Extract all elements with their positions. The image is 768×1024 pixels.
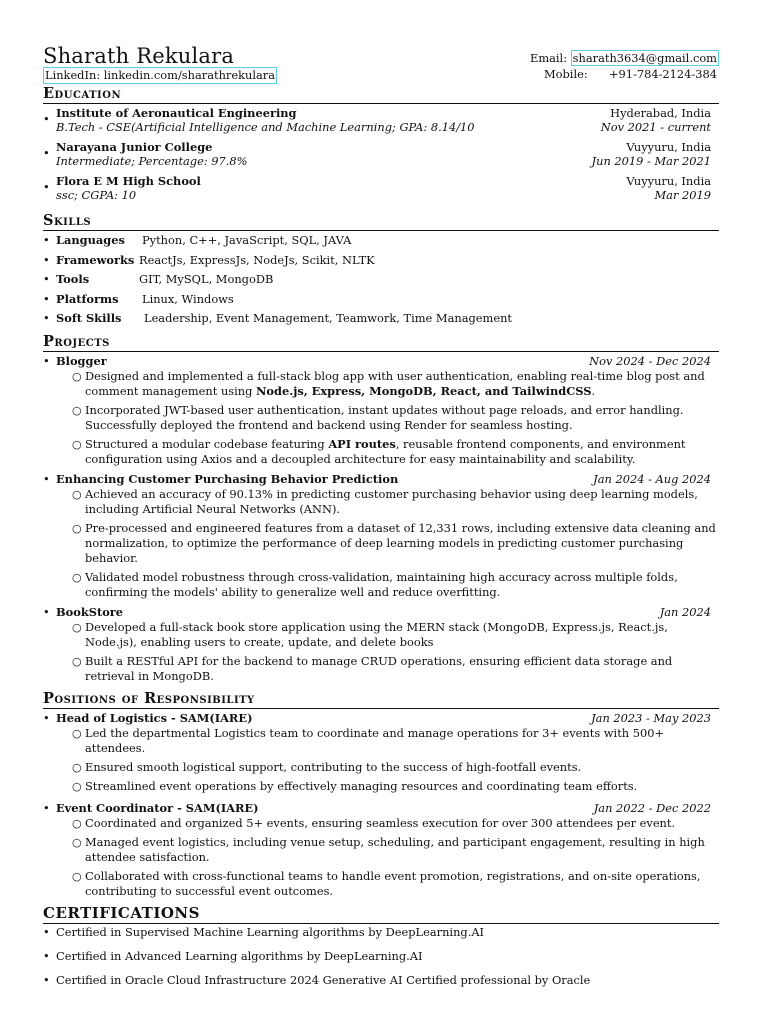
- certification-text: Certified in Oracle Cloud Infrastructure 2024 Generative AI Certified professional by Oracle: [56, 972, 591, 987]
- bullet-icon: •: [43, 180, 50, 194]
- bullet-icon: •: [43, 800, 50, 815]
- skill-row: [43, 231, 719, 251]
- circle-bullet-icon: ○: [72, 654, 82, 668]
- item-point: [56, 487, 719, 517]
- section-heading-projects: Projects: [43, 333, 719, 352]
- point-text: Managed event logistics, including venue setup, scheduling, and participant engagement, resulting in high attendee satisfaction.: [85, 834, 705, 864]
- project-item: [43, 604, 719, 684]
- skills-section: [43, 212, 719, 329]
- item-point: [56, 779, 719, 794]
- item-title: Enhancing Customer Purchasing Behavior Prediction: [56, 471, 399, 486]
- point-text: Designed and implemented a full-stack blog app with user authentication, enabling real-time blog post and comment management using: [85, 368, 705, 398]
- circle-bullet-icon: ○: [72, 437, 82, 451]
- education-dates: Mar 2019: [654, 188, 711, 202]
- circle-bullet-icon: ○: [72, 570, 82, 584]
- bullet-icon: •: [43, 272, 50, 287]
- project-item: [43, 471, 719, 600]
- point-text-tail: , reusable frontend components, and environment configuration using Axios and a decoupled architecture for easy maintainability and scalability.: [85, 436, 686, 466]
- bullet-icon: •: [43, 948, 50, 963]
- skill-row: [43, 290, 719, 310]
- certifications-section: [43, 905, 719, 988]
- point-text: Streamlined event operations by effectively managing resources and coordinating team efforts.: [85, 778, 638, 793]
- skill-category: Platforms: [56, 291, 119, 306]
- item-header: [43, 471, 719, 487]
- positions-section: [43, 690, 719, 899]
- circle-bullet-icon: ○: [72, 620, 82, 634]
- circle-bullet-icon: ○: [72, 816, 82, 830]
- circle-bullet-icon: ○: [72, 779, 82, 793]
- mobile-label: Mobile:: [544, 67, 588, 81]
- item-point: [56, 437, 719, 467]
- skill-row: [43, 309, 719, 329]
- point-bold-text: API routes: [328, 436, 396, 451]
- item-header: [43, 604, 719, 620]
- item-point: [56, 869, 719, 899]
- skills-list: [43, 231, 719, 329]
- point-text: Collaborated with cross-functional teams to handle event promotion, registrations, and on-site operations, contributing to successful event outcomes.: [85, 868, 701, 898]
- point-text: Pre-processed and engineered features from a dataset of 12,331 rows, including extensive data cleaning and normalization, to optimize the performance of deep learning models in predicting customer purchasing behavior.: [85, 520, 716, 565]
- degree-detail: B.Tech - CSE(Artificial Intelligence and Machine Learning; GPA: 8.14/10: [56, 120, 475, 134]
- school-name: Institute of Aeronautical Engineering: [56, 106, 297, 120]
- school-location: Vuyyuru, India: [626, 174, 711, 188]
- bullet-icon: •: [43, 146, 50, 160]
- skill-values: Leadership, Event Management, Teamwork, Time Management: [144, 311, 512, 326]
- circle-bullet-icon: ○: [72, 760, 82, 774]
- circle-bullet-icon: ○: [72, 403, 82, 417]
- circle-bullet-icon: ○: [72, 835, 82, 849]
- item-dates: Jan 2024 - Aug 2024: [593, 471, 711, 486]
- education-dates: Jun 2019 - Mar 2021: [591, 154, 711, 168]
- item-point: [56, 369, 719, 399]
- point-text-tail: .: [591, 383, 596, 398]
- certification-item: [43, 925, 719, 940]
- skill-category: Languages: [56, 233, 125, 247]
- certifications-list: [43, 925, 719, 988]
- circle-bullet-icon: ○: [72, 487, 82, 501]
- section-heading-skills: Skills: [43, 212, 719, 231]
- point-text: Developed a full-stack book store application using the MERN stack (MongoDB, Express.js, React.js, Node.js), enabling users to create, update, and delete books: [85, 619, 668, 649]
- circle-bullet-icon: ○: [72, 869, 82, 883]
- skill-values: GIT, MySQL, MongoDB: [139, 272, 274, 287]
- item-dates: Jan 2022 - Dec 2022: [593, 800, 711, 815]
- position-item: [43, 800, 719, 899]
- bullet-icon: •: [43, 353, 50, 368]
- email-label: Email:: [530, 51, 568, 65]
- email-link[interactable]: sharath3634@gmail.com: [572, 51, 717, 65]
- resume-header: [43, 44, 719, 84]
- item-point: [56, 835, 719, 865]
- email-row: [530, 50, 719, 66]
- bullet-icon: •: [43, 972, 50, 987]
- candidate-name: Sharath Rekulara: [43, 44, 235, 68]
- linkedin-link[interactable]: LinkedIn: linkedin.com/sharathrekulara: [45, 68, 276, 82]
- positions-list: [43, 710, 719, 899]
- skill-values: Linux, Windows: [142, 291, 234, 306]
- education-dates: Nov 2021 - current: [600, 120, 711, 134]
- bullet-icon: •: [43, 710, 50, 725]
- point-text: Built a RESTful API for the backend to manage CRUD operations, ensuring efficient data storage and retrieval in MongoDB.: [85, 653, 673, 683]
- item-title: Event Coordinator - SAM(IARE): [56, 800, 259, 815]
- mobile-row: [544, 66, 717, 82]
- school-location: Hyderabad, India: [610, 106, 711, 120]
- skill-category: Soft Skills: [56, 311, 122, 326]
- circle-bullet-icon: ○: [72, 726, 82, 740]
- bullet-icon: •: [43, 291, 50, 306]
- item-point: [56, 726, 719, 756]
- section-heading-certifications: CERTIFICATIONS: [43, 905, 719, 924]
- skill-values: Python, C++, JavaScript, SQL, JAVA: [142, 233, 352, 247]
- education-left: [56, 174, 201, 202]
- item-title: Blogger: [56, 353, 107, 368]
- resume-page: [43, 44, 719, 997]
- point-text: Ensured smooth logistical support, contributing to the success of high-footfall events.: [85, 759, 582, 774]
- mobile-number: +91-784-2124-384: [608, 67, 717, 81]
- skill-category: Frameworks: [56, 252, 135, 267]
- point-text: Coordinated and organized 5+ events, ensuring seamless execution for over 300 attendees per event.: [85, 815, 676, 830]
- degree-detail: ssc; CGPA: 10: [56, 188, 137, 202]
- position-item: [43, 710, 719, 794]
- school-location: Vuyyuru, India: [626, 140, 711, 154]
- point-bold-text: Node.js, Express, MongoDB, React, and TailwindCSS: [256, 383, 592, 398]
- certification-item: [43, 973, 719, 988]
- bullet-icon: •: [43, 233, 50, 247]
- education-left: [56, 106, 475, 134]
- point-text: Incorporated JWT-based user authentication, instant updates without page reloads, and error handling. Successfully deployed the frontend and backend using Render for seamless hosting.: [85, 402, 684, 432]
- bullet-icon: •: [43, 252, 50, 267]
- circle-bullet-icon: ○: [72, 521, 82, 535]
- item-point: [56, 403, 719, 433]
- education-section: [43, 85, 719, 208]
- item-point: [56, 654, 719, 684]
- bullet-icon: •: [43, 471, 50, 486]
- education-item: [43, 140, 719, 174]
- item-header: [43, 710, 719, 726]
- item-point: [56, 570, 719, 600]
- section-heading-positions: Positions of Responsibility: [43, 690, 719, 709]
- item-point: [56, 760, 719, 775]
- degree-detail: Intermediate; Percentage: 97.8%: [56, 154, 248, 168]
- education-right: [601, 106, 711, 134]
- circle-bullet-icon: ○: [72, 369, 82, 383]
- project-item: [43, 353, 719, 467]
- projects-list: [43, 353, 719, 684]
- skill-row: [43, 251, 719, 271]
- skill-row: [43, 270, 719, 290]
- education-left: [56, 140, 247, 168]
- item-point: [56, 816, 719, 831]
- section-heading-education: Education: [43, 85, 719, 104]
- education-right: [626, 174, 711, 202]
- bullet-icon: •: [43, 311, 50, 326]
- skill-category: Tools: [56, 272, 90, 287]
- education-item: [43, 174, 719, 208]
- bullet-icon: •: [43, 924, 50, 939]
- item-title: BookStore: [56, 604, 124, 619]
- certification-item: [43, 949, 719, 964]
- item-point: [56, 620, 719, 650]
- education-right: [592, 140, 711, 168]
- item-dates: Nov 2024 - Dec 2024: [589, 353, 711, 368]
- item-dates: Jan 2024: [659, 604, 711, 619]
- school-name: Narayana Junior College: [56, 140, 213, 154]
- education-list: [43, 106, 719, 208]
- certification-text: Certified in Advanced Learning algorithms by DeepLearning.AI: [56, 948, 423, 963]
- projects-section: [43, 333, 719, 684]
- certification-text: Certified in Supervised Machine Learning algorithms by DeepLearning.AI: [56, 924, 485, 939]
- point-text: Achieved an accuracy of 90.13% in predicting customer purchasing behavior using deep learning models, including Artificial Neural Networks (ANN).: [85, 486, 698, 516]
- item-dates: Jan 2023 - May 2023: [591, 710, 711, 725]
- item-header: [43, 353, 719, 369]
- school-name: Flora E M High School: [56, 174, 201, 188]
- skill-values: ReactJs, ExpressJs, NodeJs, Scikit, NLTK: [139, 252, 375, 267]
- bullet-icon: •: [43, 112, 50, 126]
- bullet-icon: •: [43, 604, 50, 619]
- education-item: [43, 106, 719, 140]
- point-text: Led the departmental Logistics team to coordinate and manage operations for 3+ events with 500+ attendees.: [85, 725, 665, 755]
- point-text: Validated model robustness through cross-validation, maintaining high accuracy across multiple folds, confirming the models' ability to generalize well and reduce overfitting.: [85, 569, 678, 599]
- item-point: [56, 521, 719, 566]
- point-text: Structured a modular codebase featuring: [85, 436, 329, 451]
- item-title: Head of Logistics - SAM(IARE): [56, 710, 253, 725]
- item-header: [43, 800, 719, 816]
